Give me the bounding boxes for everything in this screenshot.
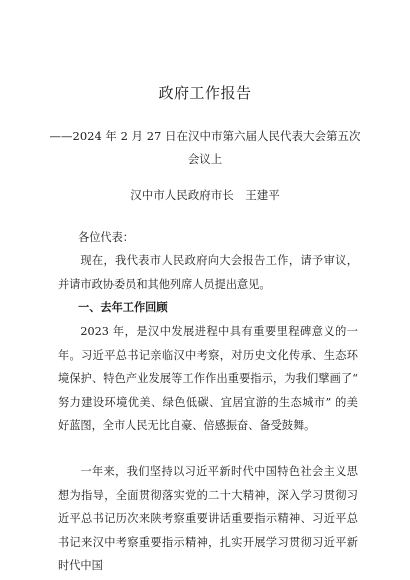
- paragraph-1: 现在，我代表市人民政府向大会报告工作，请予审议，并请市政协委员和其他列席人员提出意见。: [58, 254, 358, 291]
- paragraph-3: 一年来，我们坚持以习近平新时代中国特色社会主义思想为指导，全面贯彻落实党的二十大精神，深入学习贯彻习近平总书记历次来陕考察重要讲话重要指示精神、习近平总书记来汉中考察重要指示精神，扎实开展学习贯彻习近平新时代中国: [58, 465, 358, 573]
- salutation: 各位代表：: [78, 231, 134, 244]
- document-subtitle: [0, 125, 410, 171]
- section-heading: 一、去年工作回顾: [78, 300, 168, 314]
- paragraph-2: 2023 年，是汉中发展进程中具有重要里程碑意义的一年。习近平总书记亲临汉中考察，对历史文化传承、生态环境保护、特色产业发展等工作作出重要指示，为我们擘画了“ 努力建设环境优美、绿色低碳、宜居宜游的生态城市” 的美好蓝图，全市人民无比自豪、倍感振奋、备受鼓舞。: [58, 325, 358, 433]
- subtitle-line-1: ——2024 年 2 月 27 日在汉中市第六届人民代表大会第五次: [49, 129, 361, 143]
- subtitle-line-2: 会议上: [187, 152, 223, 166]
- document-author: 汉中市人民政府市长 王建平: [130, 188, 280, 202]
- document-title: 政府工作报告: [158, 84, 252, 102]
